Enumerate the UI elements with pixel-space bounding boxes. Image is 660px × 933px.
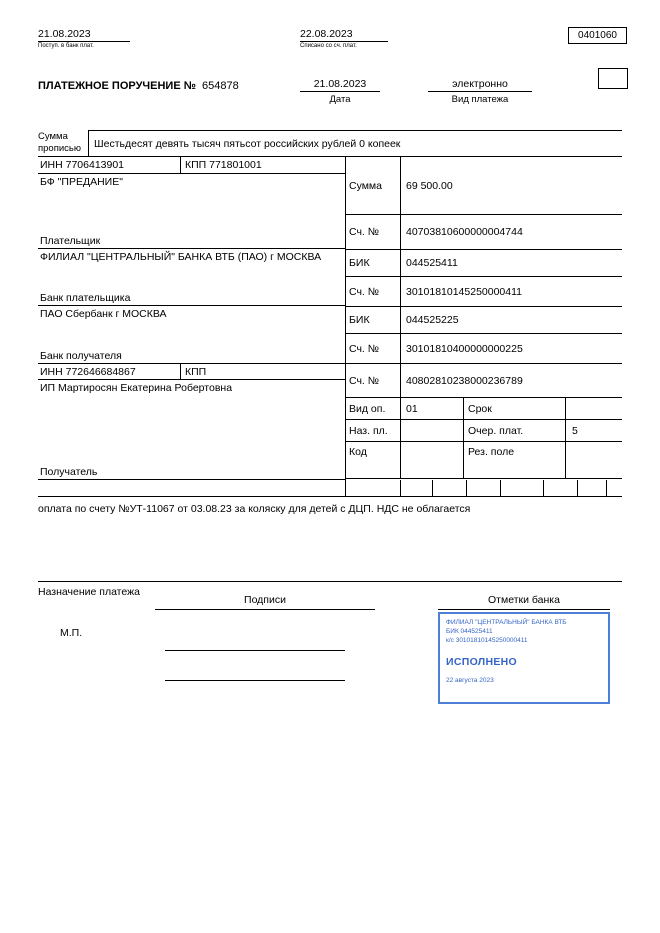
reserve-label: Рез. поле	[464, 442, 566, 478]
seal-placeholder: М.П.	[60, 627, 83, 639]
form-code: 0401060	[578, 30, 617, 41]
receiver-bank-caption: Банк получателя	[40, 350, 122, 362]
date-received: 21.08.2023	[38, 28, 130, 42]
code-label: Код	[346, 442, 401, 478]
document-date: 21.08.2023	[300, 78, 380, 92]
code-value	[401, 442, 464, 478]
marks-cell	[606, 480, 622, 496]
sum-label: Сумма	[346, 157, 401, 214]
left-pane	[38, 157, 345, 480]
purpose-code-value	[401, 420, 464, 441]
payer-name: БФ "ПРЕДАНИЕ"	[40, 176, 123, 188]
payer-kpp: КПП 771801001	[180, 157, 345, 173]
marks-cell	[577, 480, 606, 496]
sum-value: 69 500.00	[406, 179, 453, 192]
bank-execution-stamp	[438, 612, 610, 704]
marks-cell	[432, 480, 466, 496]
stamp-bank-name: ФИЛИАЛ "ЦЕНТРАЛЬНЫЙ" БАНКА ВТБ	[446, 619, 567, 626]
date-received-caption: Поступ. в банк плат.	[38, 43, 94, 49]
payment-type-block	[428, 78, 532, 105]
amount-words-row	[38, 130, 622, 157]
payer-bank-caption: Банк плательщика	[40, 292, 131, 304]
priority-label: Очер. плат.	[464, 420, 566, 441]
receiver-kpp: КПП	[180, 364, 345, 379]
marks-cell	[345, 480, 400, 496]
payer-account-row	[346, 215, 622, 250]
payment-type-caption: Вид платежа	[451, 94, 509, 105]
amount-words-value: Шестьдесят девять тысяч пятьсот российских рублей 0 копеек	[88, 130, 622, 156]
stamp-status: ИСПОЛНЕНО	[446, 656, 517, 669]
reserve-value	[566, 442, 622, 478]
stamp-corr-account: к/с 30101810145250000411	[446, 637, 528, 645]
payer-bank-block	[38, 249, 345, 306]
date-debited-caption: Списано со сч. плат.	[300, 43, 357, 49]
signature-line-1	[165, 636, 345, 651]
bank-marks-row	[38, 480, 622, 497]
receiver-account-label: Сч. №	[346, 364, 401, 397]
form-code-box	[568, 27, 627, 44]
payer-caption: Плательщик	[40, 235, 101, 247]
right-pane	[345, 157, 622, 480]
document-date-block	[300, 78, 380, 105]
payment-type: электронно	[428, 78, 532, 92]
term-value	[566, 398, 622, 419]
payer-bank-account-row	[346, 277, 622, 307]
marks-cell	[543, 480, 577, 496]
payer-bank-bik-label: БИК	[346, 250, 401, 276]
marks-cell	[38, 480, 345, 496]
receiver-inn: ИНН 772646684867	[40, 365, 136, 378]
payer-bank-name: ФИЛИАЛ "ЦЕНТРАЛЬНЫЙ" БАНКА ВТБ (ПАО) г МОСКВА	[40, 251, 322, 263]
op-type-label: Вид оп.	[346, 398, 401, 419]
receiver-caption: Получатель	[40, 466, 98, 478]
marks-cell	[400, 480, 432, 496]
receiver-inn-row	[38, 364, 345, 380]
receiver-bank-account-value: 30101810400000000225	[406, 342, 523, 355]
payer-bank-account-value: 30101810145250000411	[406, 285, 523, 298]
stamp-date: 22 августа 2023	[446, 677, 494, 685]
signature-line-2	[165, 666, 345, 681]
receiver-bank-name: ПАО Сбербанк г МОСКВА	[40, 308, 167, 320]
payer-account-label: Сч. №	[346, 215, 401, 249]
sum-row	[346, 157, 622, 215]
payment-order-number: 654878	[202, 80, 239, 92]
receiver-bank-account-label: Сч. №	[346, 334, 401, 363]
empty-corner-box	[598, 68, 628, 89]
term-label: Срок	[464, 398, 566, 419]
receiver-account-value: 40802810238000236789	[406, 374, 523, 387]
receiver-bank-bik-value: 044525225	[406, 314, 459, 326]
op-type-value: 01	[401, 398, 464, 419]
payer-bank-bik-value: 044525411	[406, 257, 458, 269]
payment-purpose-caption: Назначение платежа	[38, 586, 140, 598]
operation-subtable	[346, 398, 622, 479]
receiver-account-row	[346, 364, 622, 398]
signatures-heading: Подписи	[155, 594, 375, 610]
payment-order-table	[38, 130, 622, 497]
payer-account-value: 40703810600000004744	[406, 226, 523, 238]
stamp-bik: БИК 044525411	[446, 628, 493, 636]
receiver-block	[38, 380, 345, 479]
op-type-row	[346, 398, 622, 420]
payer-bank-bik-row	[346, 250, 622, 277]
date-debited: 22.08.2023	[300, 28, 388, 42]
payer-block	[38, 174, 345, 249]
payer-bank-account-label: Сч. №	[346, 277, 401, 306]
document-date-caption: Дата	[329, 94, 351, 105]
receiver-bank-block	[38, 306, 345, 364]
payer-inn: ИНН 7706413901	[40, 159, 125, 171]
code-row	[346, 442, 622, 479]
receiver-bank-bik-row	[346, 307, 622, 334]
title-label: ПЛАТЕЖНОЕ ПОРУЧЕНИЕ №	[38, 80, 196, 92]
marks-cell	[500, 480, 543, 496]
bank-marks-heading: Отметки банка	[438, 594, 610, 610]
table-body	[38, 157, 622, 480]
purpose-code-label: Наз. пл.	[346, 420, 401, 441]
date-debited-block	[300, 28, 388, 49]
receiver-name: ИП Мартиросян Екатерина Робертовна	[40, 382, 233, 394]
payer-inn-row	[38, 157, 345, 174]
marks-cell	[466, 480, 500, 496]
priority-row	[346, 420, 622, 442]
receiver-bank-account-row	[346, 334, 622, 364]
amount-words-label: Сумма прописью	[38, 131, 81, 154]
receiver-bank-bik-label: БИК	[346, 307, 401, 333]
payment-purpose-text: оплата по счету №УТ-11067 от 03.08.23 за коляску для детей с ДЦП. НДС не облагается	[38, 503, 471, 515]
document-title	[38, 80, 239, 92]
priority-value: 5	[572, 424, 578, 437]
date-received-block	[38, 28, 130, 49]
